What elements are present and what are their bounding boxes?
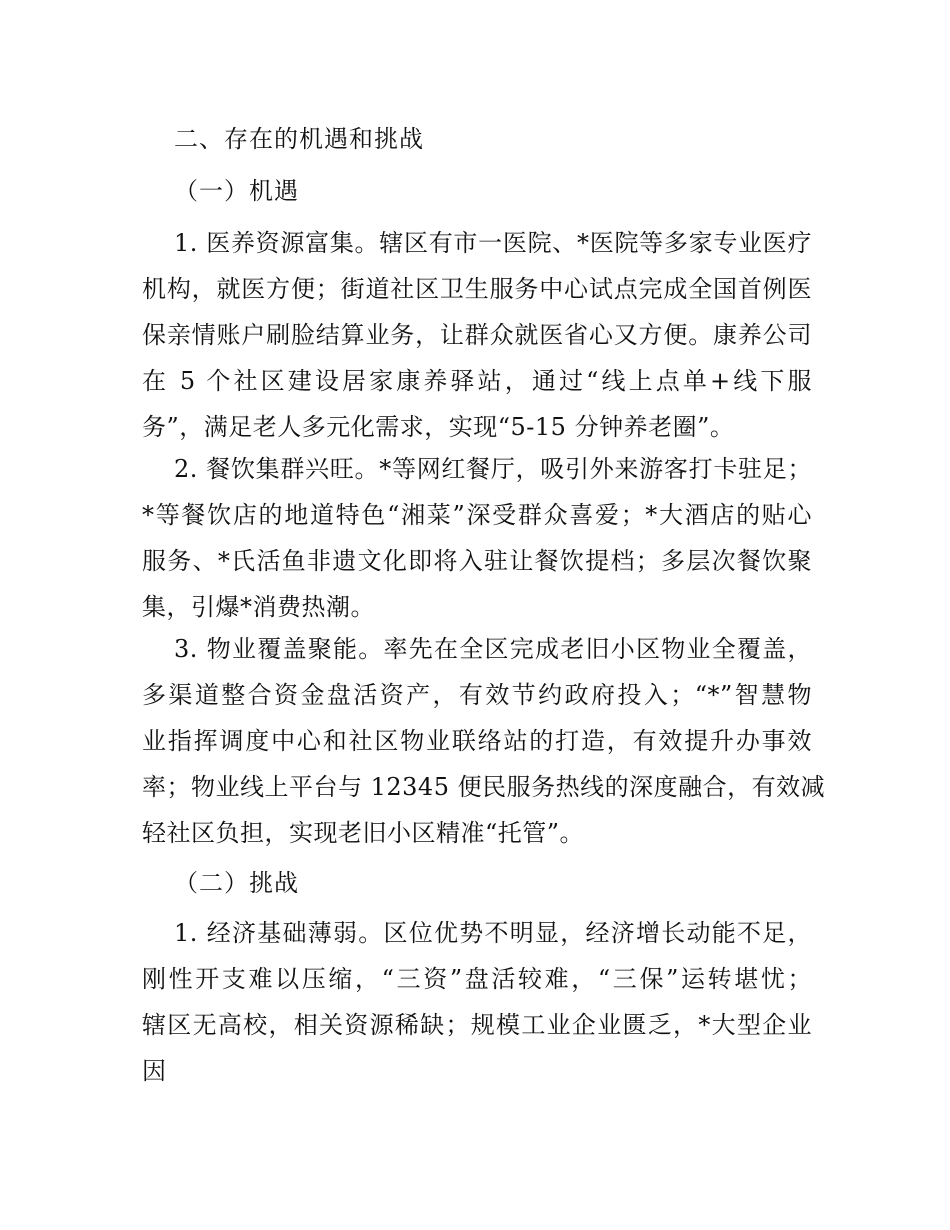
section-title: 二、存在的机遇和挑战	[174, 125, 424, 153]
challenges-heading: （二）挑战	[174, 869, 299, 897]
paragraph-line: 1. 医养资源富集。辖区有市一医院、*医院等多家专业医疗	[174, 229, 812, 257]
paragraph-line: 多渠道整合资金盘活资产，有效节约政府投入；“*”智慧物	[142, 681, 812, 709]
paragraph-line: 3. 物业覆盖聚能。率先在全区完成老旧小区物业全覆盖，	[174, 635, 812, 663]
opportunity-paragraph-1	[142, 220, 812, 450]
opportunity-paragraph-3	[142, 626, 826, 856]
paragraph-line: 在 5 个社区建设居家康养驿站，通过“线上点单+线下服	[142, 367, 812, 395]
paragraph-line: 2. 餐饮集群兴旺。*等网红餐厅，吸引外来游客打卡驻足；	[174, 455, 812, 483]
paragraph-line: 保亲情账户刷脸结算业务，让群众就医省心又方便。康养公司	[142, 321, 812, 349]
paragraph-line: 集，引爆*消费热潮。	[142, 593, 375, 621]
paragraph-line: 务”，满足老人多元化需求，实现“5-15 分钟养老圈”。	[142, 413, 735, 441]
opportunity-paragraph-2	[142, 446, 812, 630]
paragraph-line: 刚性开支难以压缩，“三资”盘活较难，“三保”运转堪忧；	[142, 965, 812, 993]
challenge-paragraph-1	[142, 910, 812, 1094]
paragraph-line: 轻社区负担，实现老旧小区精准“托管”。	[142, 819, 585, 847]
paragraph-line: 服务、*氏活鱼非遗文化即将入驻让餐饮提档；多层次餐饮聚	[142, 547, 812, 575]
paragraph-line: 率；物业线上平台与 12345 便民服务热线的深度融合，有效减	[142, 773, 826, 801]
paragraph-line: 业指挥调度中心和社区物业联络站的打造，有效提升办事效	[142, 727, 812, 755]
paragraph-line: *等餐饮店的地道特色“湘菜”深受群众喜爱；*大酒店的贴心	[142, 501, 812, 529]
opportunities-heading: （一）机遇	[174, 177, 299, 205]
paragraph-line: 辖区无高校，相关资源稀缺；规模工业企业匮乏，*大型企业	[142, 1011, 812, 1039]
paragraph-line: 1. 经济基础薄弱。区位优势不明显，经济增长动能不足，	[174, 919, 812, 947]
paragraph-line: 机构，就医方便；街道社区卫生服务中心试点完成全国首例医	[142, 275, 812, 303]
paragraph-line: 因	[142, 1057, 167, 1085]
